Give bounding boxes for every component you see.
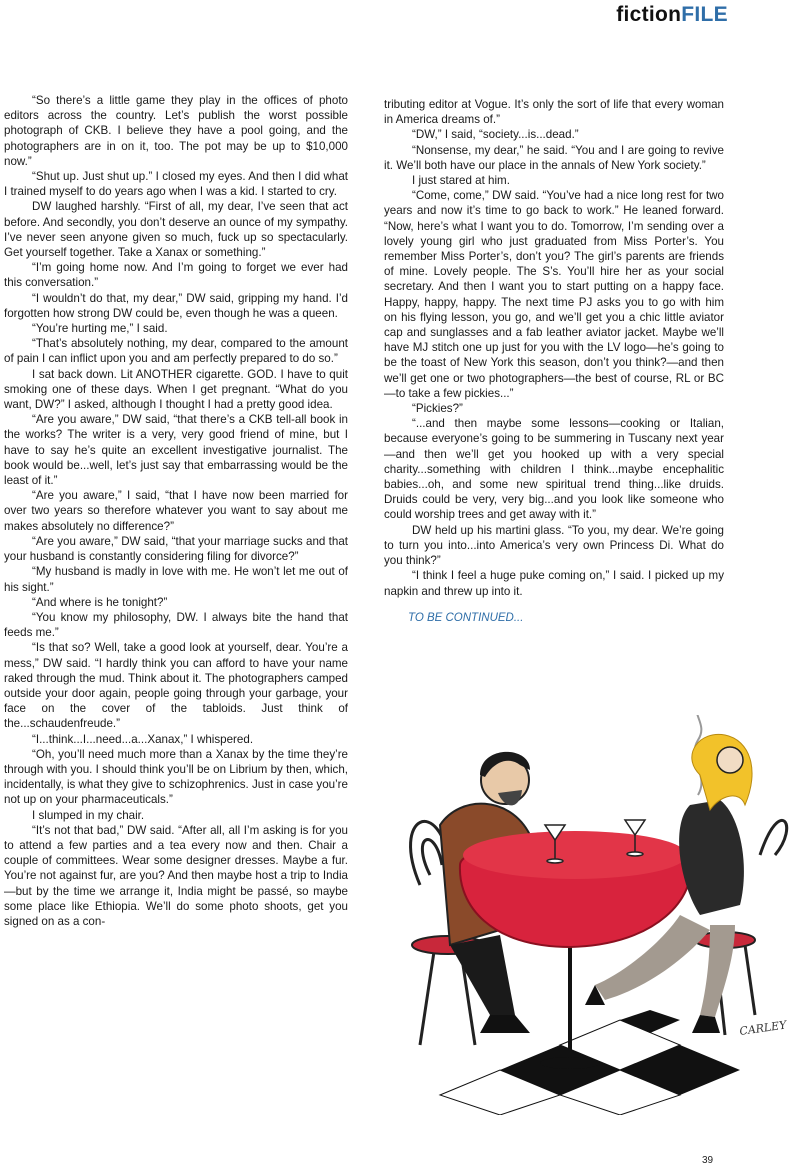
paragraph: “Are you aware,” DW said, “that there’s a CKB tell-all book in the works? The writer is a very, very good friend of mine, but I have to say he’s quite an excellent investigative journalist. The book would be...well, let’s just say that embarrassing would be the least of it.” (4, 413, 348, 488)
paragraph: “Oh, you’ll need much more than a Xanax by the time they’re through with you. I should think you’ll be on Librium by then, which, incidentally, is what they give to schizophrenics. Just in case you’re not up on your pharmaceuticals.” (4, 747, 348, 807)
page-number: 39 (702, 1155, 714, 1166)
cafe-illustration (380, 715, 800, 1115)
paragraph: “It’s not that bad,” DW said. “After all, all I’m asking is for you to attend a few parties and a tea every now and then. Chair a couple of committees. Wear some designer dresses. Maybe a fur. You’re not against fur, are you? And then maybe host a trip to India—but by the time we arrange it, India might be passé, so maybe some place like Ethiopia. We’ll do some photo shoots, get you signed on as a con- (4, 823, 348, 928)
paragraph: “So there’s a little game they play in the offices of photo editors across the country. Let’s publish the worst possible photograph of CKB. I believe they have a pool going, and the photographers are in on it, too. The pot may be up to $10,000 now.” (4, 94, 348, 168)
paragraph: “And where is he tonight?” (32, 595, 168, 609)
table-top-surface (463, 831, 687, 879)
paragraph-continuation: tributing editor at Vogue. It’s only the sort of life that every woman in America dreams of.” (384, 98, 724, 127)
paragraph: I sat back down. Lit ANOTHER cigarette. GOD. I have to quit smoking one of these days. When I get pregnant. “What do you want, DW?” I asked, although I thought I had a pretty good idea. (4, 367, 348, 412)
paragraph: “You’re hurting me,” I said. (32, 322, 168, 336)
paragraph: “...and then maybe some lessons—cooking or Italian, because everyone’s going to be summering in Tuscany next year—and then we’ll get you hooked up with a very special charity...something with children I think...maybe encephalitic babies...oh, and some new spiritual trend thing...like druids. Druids could be very, very big...and you look like someone who could worship trees and get away with it.” (384, 417, 724, 522)
paragraph: “Pickies?” (412, 402, 463, 416)
paragraph: “I...think...I...need...a...Xanax,” I whispered. (32, 732, 254, 746)
paragraph: “I wouldn’t do that, my dear,” DW said, gripping my hand. I’d forgotten how strong DW could be, even though he was a queen. (4, 291, 348, 320)
paragraph: “Come, come,” DW said. “You’ve had a nice long rest for two years and now it’s time to go back to work.” He leaned forward. “Now, here’s what I want you to do. Tomorrow, I’m sending over a lovely young girl who just graduated from Miss Porter’s. You remember Miss Porter’s, don’t you? The girl’s parents are friends of mine. Lovely people. The S’s. You’ll hire her as your social secretary. And then I want you to start putting on a happy face. Happy, happy, happy. The next time PJ asks you to go with him on his flying lesson, you go, and we’ll get you a chic little aviator cap and sunglasses and a fab leather aviator jacket. Maybe we’ll have MJ stitch one up just for you with the LV logo—he’s going to be the toast of New York this season, don’t you think?—and then we’ll get one or two photographers—the best of course, RL or BC—to take a few pickies...” (384, 189, 724, 400)
section-header-word-file: FILE (681, 3, 728, 26)
table-base (540, 1057, 600, 1069)
paragraph: “Is that so? Well, take a good look at yourself, dear. You’re a mess,” DW said. “I hardly think you can afford to have your name raked through the mud. Think about it. The photographers camped outside your door again, people going through your garbage, your face on the cover of the tabloids. Just think of the...schaudenfreude.” (4, 641, 348, 731)
paragraph: I just stared at him. (412, 174, 510, 188)
artist-signature: CARLEY (738, 1018, 788, 1038)
paragraph: “Nonsense, my dear,” he said. “You and I are going to revive it. We’ll both have our place in the annals of New York society.” (384, 143, 724, 172)
paragraph: “Shut up. Just shut up.” I closed my eyes. And then I did what I trained myself to do years ago when I was a kid. I started to cry. (4, 170, 348, 199)
left-column (4, 93, 348, 929)
to-be-continued: TO BE CONTINUED... (408, 611, 524, 624)
right-column (384, 97, 724, 626)
section-header-word-fiction: fiction (616, 3, 682, 26)
paragraph: “Are you aware,” DW said, “that your marriage sucks and that your husband is constantly considering filing for divorce?” (4, 534, 348, 564)
paragraph: “You know my philosophy, DW. I always bite the hand that feeds me.” (4, 610, 348, 640)
paragraph: “My husband is madly in love with me. He won’t let me out of his sight.” (4, 565, 348, 594)
paragraph: “That’s absolutely nothing, my dear, compared to the amount of pain I can inflict upon you and am perfectly prepared to do so.” (4, 337, 348, 366)
paragraph: I slumped in my chair. (32, 808, 145, 822)
paragraph: “Are you aware,” I said, “that I have now been married for over two years so therefore whatever you want to say about me makes absolutely no difference?” (4, 489, 348, 533)
paragraph: “DW,” I said, “society...is...dead.” (412, 128, 579, 142)
paragraph: DW held up his martini glass. “To you, my dear. We’re going to turn you into...into America’s very own Princess Di. What do you think?” (384, 523, 724, 568)
section-header (616, 2, 728, 28)
paragraph: DW laughed harshly. “First of all, my dear, I’ve seen that act before. And secondly, you don’t deserve an ounce of my sympathy. I’ve never seen anyone given so much, fuck up so spectacularly. Get yourself together. Take a Xanax or something.” (4, 200, 348, 260)
paragraph: “I think I feel a huge puke coming on,” I said. I picked up my napkin and threw up into it. (384, 569, 724, 598)
paragraph: “I’m going home now. And I’m going to forget we ever had this conversation.” (4, 261, 348, 290)
